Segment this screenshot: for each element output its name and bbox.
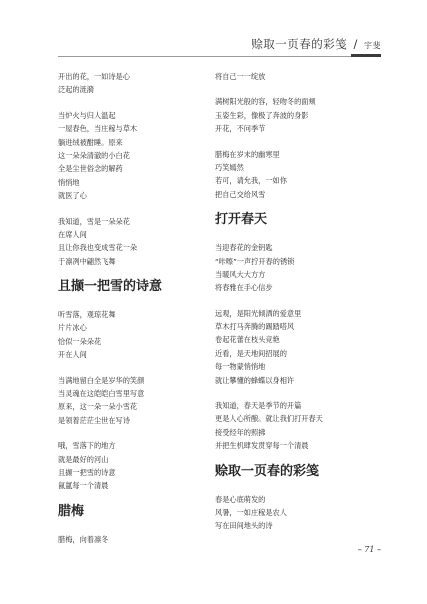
poem-line: 近看，是天地间招展的 (215, 348, 287, 358)
left-column (58, 70, 210, 546)
poem-line: 巧笑嫣然 (215, 162, 244, 172)
poem-line: 腊梅，向着凛冬 (58, 534, 109, 544)
poem-line: 开花，不问季节 (215, 124, 266, 134)
poem-line: 每一物蒙悄悄地 (215, 362, 266, 372)
poem-line: 原来，这一朵一朵小雪花 (58, 402, 138, 412)
stanza-gap (215, 295, 367, 307)
poem-line: 哦，雪落下的地方 (58, 441, 116, 451)
poem-line: 当灵魂在这皑皑白雪里写意 (58, 389, 145, 399)
poem-line: 若可，请允我，一如你 (215, 176, 287, 186)
poem-line: 泛起的涟漪 (58, 85, 94, 95)
stanza-gap (58, 427, 210, 439)
stanza-gap (58, 362, 210, 374)
poem-line: 悄悄地 (58, 177, 80, 187)
page-number: – 71 – (357, 545, 381, 554)
stanza-gap (215, 83, 367, 95)
header-author: 宇斐 (364, 41, 381, 50)
poem-line: 就是最好的河山 (58, 454, 109, 464)
poem-line: 我知道，雪是一朵朵花 (58, 216, 130, 226)
poem-line: 腊梅在岁末的幽寒里 (215, 149, 280, 159)
poem-line: 于凛冽中翩然飞舞 (58, 256, 116, 266)
poem-line: 远观，是阳光倾洒的爱意里 (215, 308, 302, 318)
poem-line: 春是心底萌发的 (215, 494, 266, 504)
poem-title: 且撷一把雪的诗意 (58, 279, 163, 295)
header-separator: / (353, 37, 358, 51)
poem-line: 写在田间地头的诗 (215, 521, 273, 531)
header-rule (58, 56, 380, 57)
poem-line: 就让攀懂的蜂蝶以身相许 (215, 375, 295, 385)
poem-line: 这一朵朵清澈的小白花 (58, 150, 130, 160)
poem-title: 打开春天 (215, 212, 268, 228)
poem-line: 开在人间 (58, 350, 87, 360)
stanza-gap (215, 387, 367, 399)
poem-line: 当迎春花的金钥匙 (215, 243, 273, 253)
poem-line: 风暑，一如庄稼是农人 (215, 507, 287, 517)
poem-line: 并把生机肆发贯穿每一个清晨 (215, 441, 309, 451)
poem-title: 腊梅 (58, 503, 85, 519)
running-header (251, 36, 381, 52)
header-title: 赊取一页春的彩笺 (251, 37, 348, 51)
poem-line: 更是人心所酿。就让我们打开春天 (215, 414, 323, 424)
header-rule-accent (351, 54, 381, 57)
poem-line: 玉姿生彩，像极了奔波的身影 (215, 110, 309, 120)
poem-line: 将自己一一绽放 (215, 72, 266, 81)
stanza-gap (58, 203, 210, 215)
poem-title: 赊取一页春的彩笺 (215, 463, 320, 479)
poem-line: 且让你我也变成雪花一朵 (58, 243, 138, 253)
poem-line: 开出的花，一如诗是心 (58, 72, 130, 81)
poem-line: 就医了心 (58, 191, 87, 201)
poem-line: 卷起花蕾在枝头竞艳 (215, 335, 280, 345)
poem-line: 一屋春色，当庄稼与草木 (58, 124, 138, 134)
poem-line: 满树阳光般的容，轻吻冬的面颊 (215, 97, 316, 107)
poem-line: 氤氲每一个清晨 (58, 481, 109, 491)
poem-line: 在席人间 (58, 229, 87, 239)
poem-line: 接受经年的照拂 (215, 427, 266, 437)
poem-line: “咔嚓”一声拧开春的锈锁 (215, 256, 295, 266)
poem-line: 我知道，春天是季节的开篇 (215, 401, 302, 411)
stanza-gap (215, 136, 367, 148)
poem-line: 当满地留白全是岁华的笑颜 (58, 375, 145, 385)
poem-line: 当炉火与归人温起 (58, 110, 116, 120)
poem-line: 躺进绒被酣睡。原来 (58, 137, 123, 147)
poem-line: 是领着茫茫尘世在写诗 (58, 415, 130, 425)
poem-line: 草木打马奔腾的踢踏嗒风 (215, 322, 295, 332)
poem-line: 当暖风大大方方 (215, 269, 266, 279)
poem-line: 全是尘世俗念的解药 (58, 164, 123, 174)
right-column (215, 70, 367, 533)
poem-line: 将春雅在手心信步 (215, 283, 273, 293)
poem-line: 恰似一朵朵花 (58, 336, 102, 346)
stanza-gap (58, 97, 210, 109)
poem-line: 把自己交给风雪 (215, 189, 266, 199)
poem-line: 片片冰心 (58, 323, 87, 333)
poem-line: 听雪落，观琼花舞 (58, 310, 116, 320)
poem-line: 且撷一把雪的诗意 (58, 467, 116, 477)
